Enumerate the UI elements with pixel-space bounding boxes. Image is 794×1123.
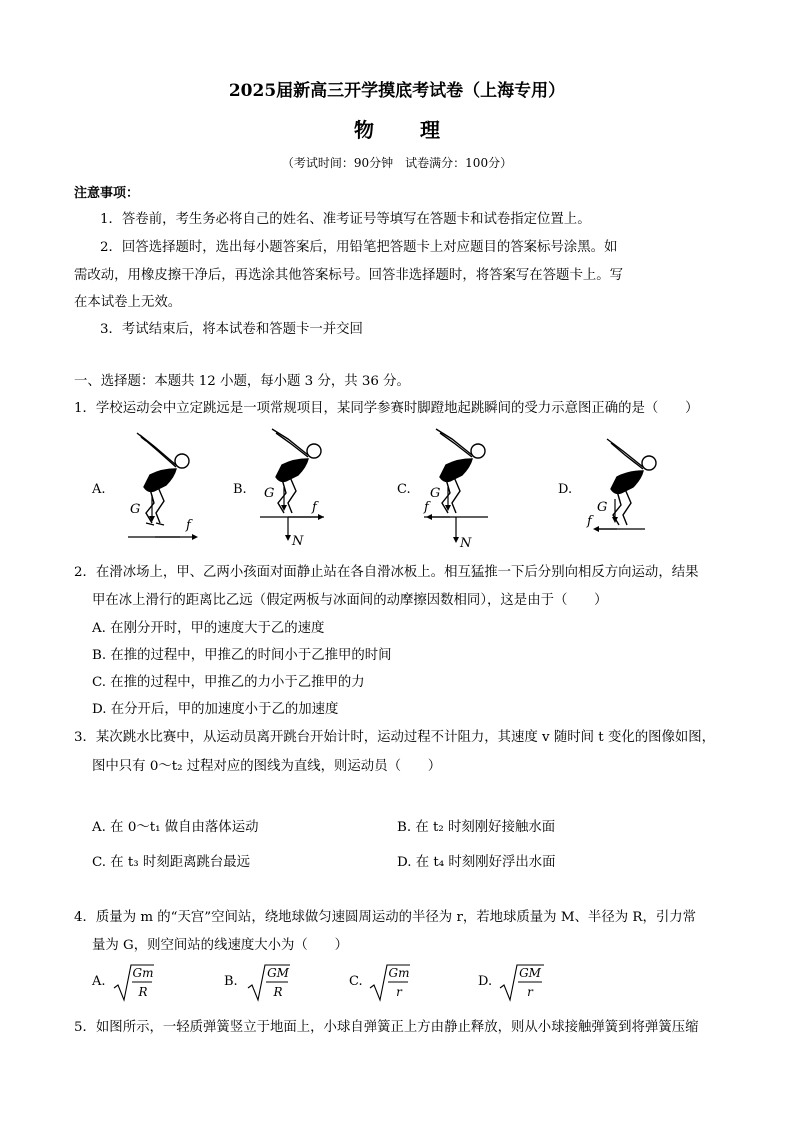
n-label: N xyxy=(292,534,304,549)
q4-option-b-label: B. xyxy=(224,974,238,989)
f-label: f xyxy=(587,514,592,529)
f-label: f xyxy=(424,500,429,515)
question-4-stem-line2: 量为 G，则空间站的线速度大小为（ ） xyxy=(92,938,348,953)
question-3-stem-line2: 图中只有 0～t₂ 过程对应的图线为直线，则运动员（ ） xyxy=(92,759,442,774)
question-2-stem-line1: 2．在滑冰场上，甲、乙两小孩面对面静止站在各自滑冰板上。相互猛推一下后分别向相反方向运动，结果 xyxy=(74,565,699,580)
notice-item-2-end: 在本试卷上无效。 xyxy=(74,295,182,310)
g-label: G xyxy=(597,500,608,515)
q4-option-b-denominator: R xyxy=(273,985,283,999)
q4-option-c-denominator: r xyxy=(396,985,402,999)
subject-title: 物理 xyxy=(354,118,486,142)
exam-title: 2025届新高三开学摸底考试卷（上海专用） xyxy=(228,81,566,101)
q4-option-a-label: A. xyxy=(92,974,106,989)
question-1-stem: 1．学校运动会中立定跳远是一项常规项目，某同学参赛时脚蹬地起跳瞬间的受力示意图正确的是（ ） xyxy=(74,401,699,416)
q3-option-d: D. 在 t₄ 时刻刚好浮出水面 xyxy=(397,855,556,870)
f-label: f xyxy=(186,518,191,533)
q3-option-c: C. 在 t₃ 时刻距离跳台最远 xyxy=(92,855,251,870)
q1-figure-d xyxy=(575,425,675,550)
q4-option-d-label: D. xyxy=(478,974,493,989)
question-4-stem-line1: 4．质量为 m 的“天宫”空间站，绕地球做匀速圆周运动的半径为 r，若地球质量为 M、半径为 R，引力常 xyxy=(74,910,697,925)
q4-option-d-numerator: GM xyxy=(519,966,541,980)
g-label: G xyxy=(130,502,141,517)
jumper-figure xyxy=(137,433,189,525)
notice-item-2: 2．回答选择题时，选出每小题答案后，用铅笔把答题卡上对应题目的答案标号涂黑。如 xyxy=(100,240,618,255)
q3-option-a: A. 在 0～t₁ 做自由落体运动 xyxy=(92,820,259,835)
question-2-stem-line2: 甲在冰上滑行的距离比乙远（假定两板与冰面间的动摩擦因数相同），这是由于（ ） xyxy=(92,593,608,608)
q4-option-c-numerator: Gm xyxy=(388,966,410,980)
notice-item-1: 1．答卷前，考生务必将自己的姓名、准考证号等填写在答题卡和试卷指定位置上。 xyxy=(100,212,591,227)
q4-option-c-label: C. xyxy=(349,974,363,989)
question-3-stem-line1: 3．某次跳水比赛中，从运动员离开跳台开始计时，运动过程不计阻力，其速度 v 随时间 t 变化的图像如图， xyxy=(74,730,716,745)
g-label: G xyxy=(264,486,275,501)
q4-option-d-denominator: r xyxy=(527,985,533,999)
q1-option-d-label: D. xyxy=(558,482,573,497)
q3-option-b: B. 在 t₂ 时刻刚好接触水面 xyxy=(397,820,556,835)
notice-item-2-cont: 需改动，用橡皮擦干净后，再选涂其他答案标号。回答非选择题时，将答案写在答题卡上。写 xyxy=(74,268,624,283)
q4-option-b-numerator: GM xyxy=(267,966,289,980)
q2-option-c: C. 在推的过程中，甲推乙的力小于乙推甲的力 xyxy=(92,675,365,690)
question-5-stem-line1: 5．如图所示，一轻质弹簧竖立于地面上，小球自弹簧正上方由静止释放，则从小球接触弹簧到将弹簧压缩 xyxy=(74,1020,699,1035)
q1-figure-a xyxy=(110,425,210,550)
section-heading: 一、选择题：本题共 12 小题，每小题 3 分，共 36 分。 xyxy=(74,374,410,389)
q2-option-a: A. 在刚分开时，甲的速度大于乙的速度 xyxy=(92,621,325,636)
q1-figure-c xyxy=(410,425,510,550)
jumper-figure xyxy=(607,439,656,525)
n-label: N xyxy=(460,536,472,550)
notice-item-3: 3．考试结束后，将本试卷和答题卡一并交回 xyxy=(100,322,363,337)
q2-option-b: B. 在推的过程中，甲推乙的时间小于乙推甲的时间 xyxy=(92,648,392,663)
q1-option-c-label: C. xyxy=(397,482,411,497)
q4-option-a-numerator: Gm xyxy=(132,966,154,980)
f-label: f xyxy=(312,500,317,515)
q2-option-d: D. 在分开后，甲的加速度小于乙的加速度 xyxy=(92,702,339,717)
notice-title: 注意事项： xyxy=(74,186,140,201)
q1-option-a-label: A. xyxy=(92,482,106,497)
exam-info: （考试时间：90分钟 试卷满分：100分） xyxy=(281,156,513,170)
q1-figure-b xyxy=(248,425,348,550)
g-label: G xyxy=(430,486,441,501)
jumper-figure xyxy=(436,429,485,513)
q1-option-b-label: B. xyxy=(233,482,247,497)
q4-option-a-denominator: R xyxy=(138,985,148,999)
